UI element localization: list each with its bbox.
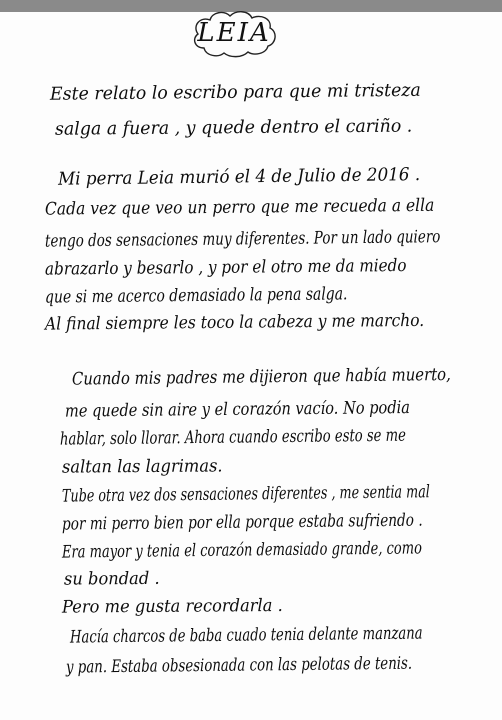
text-line: me quede sin aire y el corazón vacío. No podia: [64, 397, 411, 422]
text-line: tengo dos sensaciones muy diferentes. Por un lado quiero: [44, 226, 441, 252]
text-line: salga a fuera , y quede dentro el cariño .: [54, 115, 413, 140]
text-line: Tube otra vez dos sensaciones diferentes , me sentia mal: [61, 481, 430, 507]
text-line: su bondad .: [63, 568, 160, 590]
story-title: LEIA: [197, 18, 271, 48]
text-line: hablar, solo llorar. Ahora cuando escribo esto se me: [59, 424, 406, 450]
text-line: Mi perra Leia murió el 4 de Julio de 2016 .: [57, 163, 421, 190]
text-line: Al final siempre les toco la cabeza y me marcho.: [44, 310, 425, 335]
text-line: por mi perro bien por ella porque estaba sufriendo .: [61, 509, 423, 535]
text-line: que si me acerco demasiado la pena salga.: [44, 283, 348, 308]
text-line: y pan. Estaba obsesionada con las pelotas de tenis.: [65, 652, 413, 678]
text-line: Este relato lo escribo para que mi tristeza: [49, 79, 421, 105]
text-line: Hacía charcos de baba cuado tenia delante manzana: [69, 622, 423, 648]
text-line: Cuando mis padres me dijieron que había muerto,: [71, 364, 451, 390]
text-line: Cada vez que veo un perro que me recueda a ella: [44, 195, 435, 220]
text-line: saltan las lagrimas.: [61, 455, 223, 478]
text-line: Pero me gusta recordarla .: [61, 595, 283, 618]
text-line: abrazarlo y besarlo , y por el otro me da miedo: [44, 255, 407, 280]
text-line: Era mayor y tenia el corazón demasiado grande, como: [61, 537, 422, 563]
title-cloud: [190, 8, 278, 60]
